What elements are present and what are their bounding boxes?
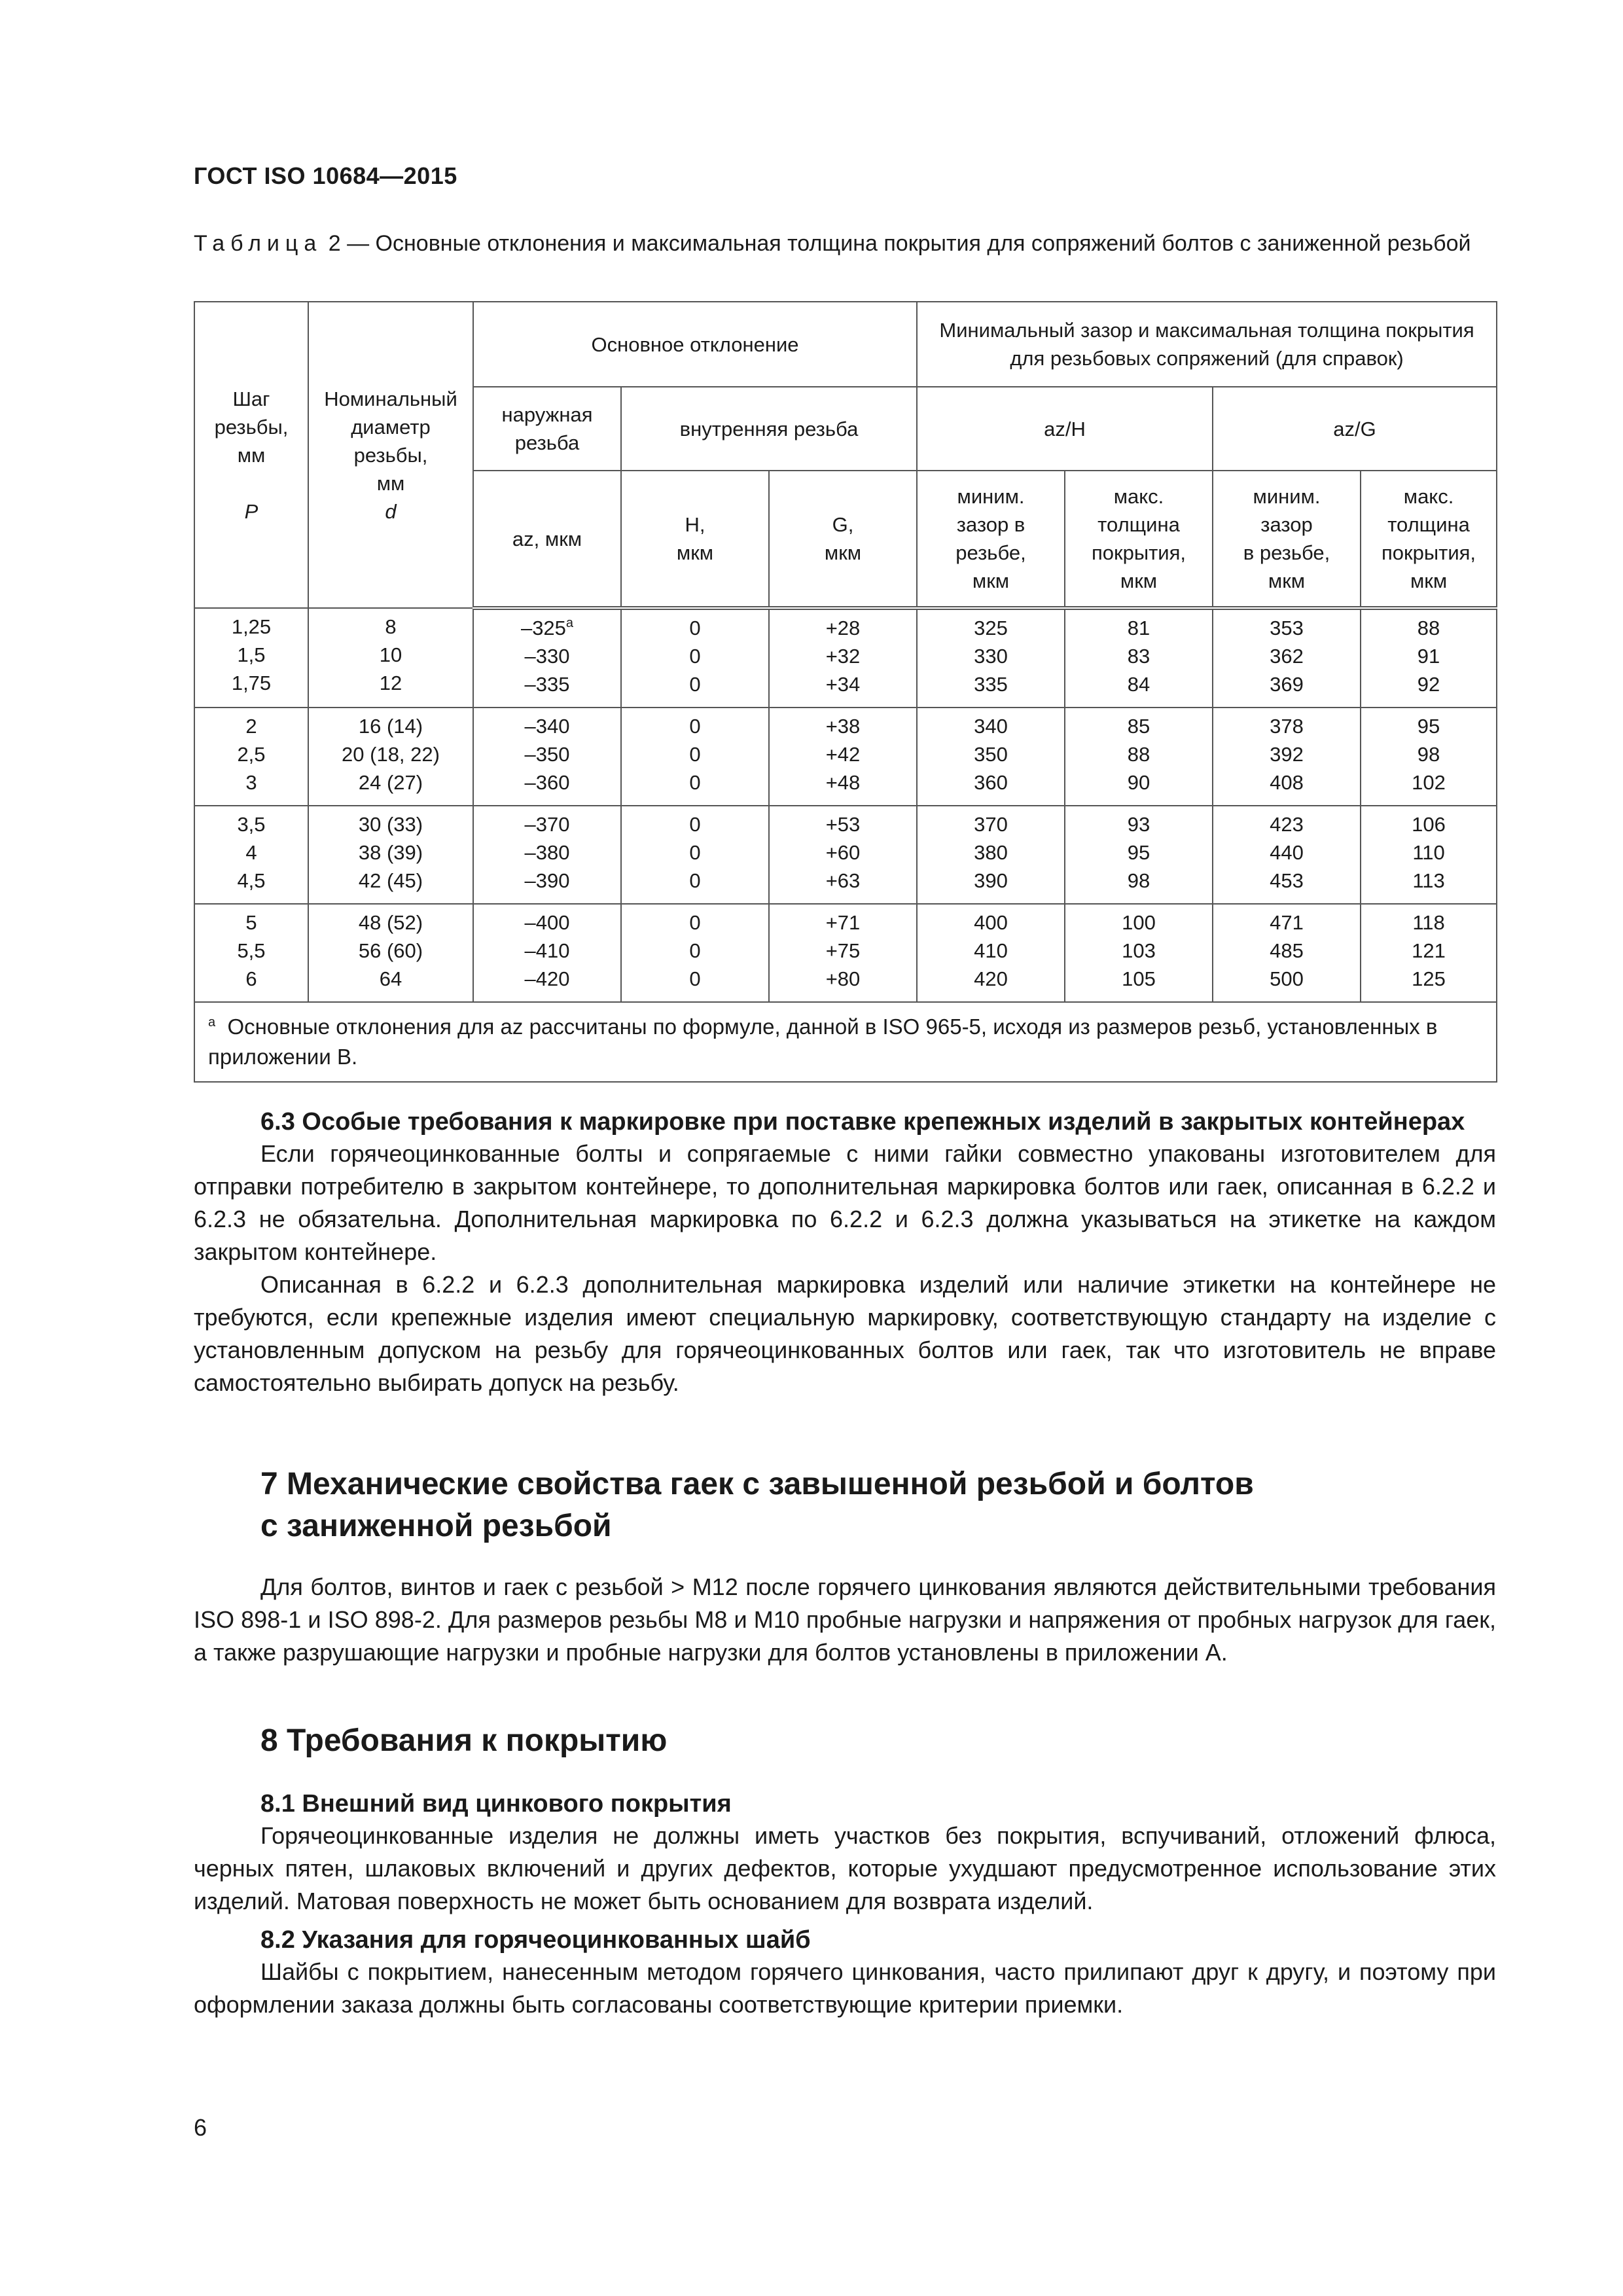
deviation-table xyxy=(194,301,1497,1083)
table-value: –335 xyxy=(524,673,570,696)
section-8-1-title: 8.1 Внешний вид цинкового покрытия xyxy=(260,1790,732,1818)
table-value: +80 xyxy=(825,967,861,990)
table-cell-d xyxy=(308,708,473,806)
table-value: 4 xyxy=(245,841,257,864)
table-value: 95 xyxy=(1417,715,1440,738)
table-cell-c1 xyxy=(917,904,1065,1002)
table-value: 90 xyxy=(1127,771,1150,794)
table-value: 6 xyxy=(245,967,257,990)
table-value: 118 xyxy=(1412,911,1445,934)
table-cell-h xyxy=(621,806,769,904)
table-cell-c4 xyxy=(1361,608,1497,708)
table-cell-c1 xyxy=(917,806,1065,904)
table-value: 64 xyxy=(379,967,402,990)
header-az: az, мкм xyxy=(473,471,621,608)
table-value: 2,5 xyxy=(237,743,266,766)
table-value: 353 xyxy=(1270,617,1304,639)
table-cell-h xyxy=(621,708,769,806)
table-value: 3 xyxy=(245,771,257,794)
section-6-3 xyxy=(194,1106,1496,1399)
header-max-thickness-h: макс. толщина покрытия, мкм xyxy=(1065,471,1213,608)
table-cell-c4 xyxy=(1361,708,1497,806)
table-value: 392 xyxy=(1270,743,1304,766)
table-value: 16 (14) xyxy=(358,715,423,738)
table-cell-p xyxy=(194,904,308,1002)
table-value: 48 (52) xyxy=(358,911,423,934)
table-cell-c3 xyxy=(1213,608,1361,708)
table-value: 335 xyxy=(974,673,1008,696)
table-value: 360 xyxy=(974,771,1008,794)
table-value: 113 xyxy=(1412,869,1445,892)
table-value: 485 xyxy=(1270,939,1304,962)
table-value: +32 xyxy=(825,645,861,668)
footnote-reference: a xyxy=(565,616,574,630)
table-value: 91 xyxy=(1417,645,1440,668)
table-value: 102 xyxy=(1412,771,1446,794)
table-value: +42 xyxy=(825,743,861,766)
table-value: –350 xyxy=(524,743,570,766)
footnote-text: Основные отклонения для az рассчитаны по формуле, данной в ISO 965-5, исходя из размеров резьб, установленных в приложении B. xyxy=(208,1014,1438,1069)
table-value: 105 xyxy=(1122,967,1156,990)
table-value: 423 xyxy=(1270,813,1304,836)
table-value: –390 xyxy=(524,869,570,892)
table-footnote xyxy=(194,1002,1497,1082)
table-row-group xyxy=(194,806,1497,904)
table-cell-c3 xyxy=(1213,806,1361,904)
table-cell-g xyxy=(769,608,917,708)
table-value: 83 xyxy=(1127,645,1150,668)
table-value: +28 xyxy=(825,617,861,639)
table-cell-c4 xyxy=(1361,806,1497,904)
table-value: +63 xyxy=(825,869,861,892)
table-value: +38 xyxy=(825,715,861,738)
table-value: 1,25 xyxy=(231,615,272,638)
table-value: +75 xyxy=(825,939,861,962)
table-value: 42 (45) xyxy=(358,869,423,892)
table-value: 380 xyxy=(974,841,1008,864)
table-value: –330 xyxy=(524,645,570,668)
header-external-thread: наружная резьба xyxy=(473,387,621,471)
table-value: +48 xyxy=(825,771,861,794)
section-8-1-paragraph: Горячеоцинкованные изделия не должны иметь участков без покрытия, вспучиваний, отложений флюса, черных пятен, шлаковых включений и других дефектов, которые ухудшают предусмотренное использование этих изделий. Матовая поверхность не может быть основанием для возврата изделий. xyxy=(194,1822,1496,1914)
section-7 xyxy=(194,1463,1496,1669)
table-value: 500 xyxy=(1270,967,1304,990)
table-value: 0 xyxy=(689,939,701,962)
table-value: 325 xyxy=(974,617,1008,639)
table-value: 440 xyxy=(1270,841,1304,864)
table-value: +71 xyxy=(825,911,861,934)
table-cell-az xyxy=(473,708,621,806)
table-value: 1,75 xyxy=(231,672,272,694)
table-value: +53 xyxy=(825,813,861,836)
table-value: 98 xyxy=(1417,743,1440,766)
table-cell-g xyxy=(769,904,917,1002)
symbol-d: d xyxy=(385,499,397,523)
header-min-gap-g: миним. зазор в резьбе, мкм xyxy=(1213,471,1361,608)
table-cell-c4 xyxy=(1361,904,1497,1002)
table-cell-c2 xyxy=(1065,904,1213,1002)
section-8-2-paragraph: Шайбы с покрытием, нанесенным методом горячего цинкования, часто прилипают друг к другу, и поэтому при оформлении заказа должны быть согласованы соответствующие критерии приемки. xyxy=(194,1958,1496,2018)
table-cell-p xyxy=(194,708,308,806)
header-max-thickness-g: макс. толщина покрытия, мкм xyxy=(1361,471,1497,608)
table-cell-p xyxy=(194,608,308,708)
table-cell-c3 xyxy=(1213,708,1361,806)
table-value: 0 xyxy=(689,967,701,990)
table-cell-g xyxy=(769,708,917,806)
table-value: 30 (33) xyxy=(358,813,423,836)
document-header: ГОСТ ISO 10684—2015 xyxy=(194,162,457,189)
footnote-mark: a xyxy=(208,1015,216,1030)
table-value: 56 (60) xyxy=(358,939,423,962)
table-value: +60 xyxy=(825,841,861,864)
table-value: 100 xyxy=(1122,911,1156,934)
section-6-3-paragraph-2: Описанная в 6.2.2 и 6.2.3 дополнительная маркировка изделий или наличие этикетки на контейнере не требуются, если крепежные изделия имеют специальную маркировку, соответствующую стандарту на изделие с установленным допуском на резьбу для горячеоцинкованных болтов или гаек, так что изготовитель не вправе самостоятельно выбирать допуск на резьбу. xyxy=(194,1271,1496,1396)
header-pitch: Шаг резьбы, мм P xyxy=(194,302,308,608)
section-6-3-title: 6.3 Особые требования к маркировке при поставке крепежных изделий в закрытых контейнерах xyxy=(260,1108,1465,1136)
table-value: 8 xyxy=(385,615,397,638)
table-value: 92 xyxy=(1417,673,1440,696)
table-cell-c1 xyxy=(917,608,1065,708)
table-value: 420 xyxy=(974,967,1008,990)
section-7-title-line-2: с заниженной резьбой xyxy=(260,1509,612,1543)
table-caption-prefix: Таблица xyxy=(194,231,323,256)
table-value: –360 xyxy=(524,771,570,794)
table-value: 5 xyxy=(245,911,257,934)
table-value: 81 xyxy=(1127,617,1150,639)
table-value: –325 xyxy=(520,617,566,639)
table-value: 4,5 xyxy=(237,869,266,892)
section-8 xyxy=(194,1720,1496,2021)
header-internal-thread: внутренняя резьба xyxy=(621,387,917,471)
table-value: 12 xyxy=(379,672,402,694)
table-cell-c1 xyxy=(917,708,1065,806)
table-value: 0 xyxy=(689,617,701,639)
page-number: 6 xyxy=(194,2114,207,2141)
table-value-with-ref xyxy=(474,614,620,642)
table-cell-h xyxy=(621,904,769,1002)
table-value: 38 (39) xyxy=(358,841,423,864)
table-cell-az xyxy=(473,806,621,904)
table-value: 93 xyxy=(1127,813,1150,836)
table-value: 362 xyxy=(1270,645,1304,668)
table-value: –340 xyxy=(524,715,570,738)
table-value: 106 xyxy=(1412,813,1446,836)
section-7-title-line-1: 7 Механические свойства гаек с завышенной резьбой и болтов xyxy=(260,1467,1254,1501)
table-value: 84 xyxy=(1127,673,1150,696)
table-value: 3,5 xyxy=(237,813,266,836)
table-value: 0 xyxy=(689,813,701,836)
table-value: 110 xyxy=(1412,841,1445,864)
table-value: 390 xyxy=(974,869,1008,892)
table-value: +34 xyxy=(825,673,861,696)
table-value: 408 xyxy=(1270,771,1304,794)
table-value: 95 xyxy=(1127,841,1150,864)
table-value: 471 xyxy=(1270,911,1304,934)
table-value: 350 xyxy=(974,743,1008,766)
table-value: 0 xyxy=(689,771,701,794)
table-caption-text: 2 — Основные отклонения и максимальная толщина покрытия для сопряжений болтов с заниженной резьбой xyxy=(322,231,1471,256)
table-cell-c2 xyxy=(1065,708,1213,806)
table-cell-d xyxy=(308,806,473,904)
symbol-p: P xyxy=(244,499,259,523)
table-value: 1,5 xyxy=(237,643,266,666)
table-cell-p xyxy=(194,806,308,904)
section-8-2-title: 8.2 Указания для горячеоцинкованных шайб xyxy=(260,1926,811,1954)
table-value: –370 xyxy=(524,813,570,836)
header-min-clearance: Минимальный зазор и максимальная толщина покрытия для резьбовых сопряжений (для справок) xyxy=(917,302,1497,387)
header-min-gap-h: миним. зазор в резьбе, мкм xyxy=(917,471,1065,608)
table-value: 369 xyxy=(1270,673,1304,696)
table-cell-g xyxy=(769,806,917,904)
table-value: 410 xyxy=(974,939,1008,962)
table-value: 0 xyxy=(689,673,701,696)
table-value: 121 xyxy=(1412,939,1446,962)
section-8-title: 8 Требования к покрытию xyxy=(260,1723,668,1758)
table-value: 88 xyxy=(1417,617,1440,639)
table-value: 24 (27) xyxy=(358,771,423,794)
table-value: 2 xyxy=(245,715,257,738)
header-nominal-diameter: Номинальный диаметр резьбы, мм d xyxy=(308,302,473,608)
table-value: 378 xyxy=(1270,715,1304,738)
table-value: –410 xyxy=(524,939,570,962)
table-value: 340 xyxy=(974,715,1008,738)
table-value: 5,5 xyxy=(237,939,266,962)
table-value: 20 (18, 22) xyxy=(342,743,440,766)
table-value: 88 xyxy=(1127,743,1150,766)
table-value: 0 xyxy=(689,715,701,738)
table-cell-az xyxy=(473,608,621,708)
header-azh: az/H xyxy=(917,387,1213,471)
table-value: 330 xyxy=(974,645,1008,668)
table-value: 400 xyxy=(974,911,1008,934)
table-value: –400 xyxy=(524,911,570,934)
section-6-3-paragraph-1: Если горячеоцинкованные болты и сопрягаемые с ними гайки совместно упакованы изготовителем для отправки потребителю в закрытом контейнере, то дополнительная маркировка болтов или гаек, описанная в 6.2.2 и 6.2.3 не обязательна. Дополнительная маркировка по 6.2.2 и 6.2.3 должна указываться на этикетке на каждом закрытом контейнере. xyxy=(194,1140,1496,1265)
table-cell-c2 xyxy=(1065,608,1213,708)
table-caption xyxy=(194,229,1496,258)
table-value: 453 xyxy=(1270,869,1304,892)
header-h: H, мкм xyxy=(621,471,769,608)
table-row-group xyxy=(194,904,1497,1002)
table-cell-h xyxy=(621,608,769,708)
table-value: 0 xyxy=(689,841,701,864)
table-value: 10 xyxy=(379,643,402,666)
table-value: 0 xyxy=(689,911,701,934)
header-g: G, мкм xyxy=(769,471,917,608)
table-cell-c3 xyxy=(1213,904,1361,1002)
table-row-group xyxy=(194,608,1497,708)
table-cell-d xyxy=(308,608,473,708)
table-value: –420 xyxy=(524,967,570,990)
table-value: 125 xyxy=(1412,967,1446,990)
table-value: 98 xyxy=(1127,869,1150,892)
table-value: 103 xyxy=(1122,939,1156,962)
table-cell-d xyxy=(308,904,473,1002)
table-value: 0 xyxy=(689,743,701,766)
header-azg: az/G xyxy=(1213,387,1497,471)
table-body xyxy=(194,608,1497,1002)
table-cell-az xyxy=(473,904,621,1002)
table-value: 0 xyxy=(689,645,701,668)
table-row-group xyxy=(194,708,1497,806)
table-cell-c2 xyxy=(1065,806,1213,904)
section-7-paragraph: Для болтов, винтов и гаек с резьбой > M12 после горячего цинкования являются действительными требования ISO 898-1 и ISO 898-2. Для размеров резьбы M8 и M10 пробные нагрузки и напряжения от пробных нагрузок для гаек, а также разрушающие нагрузки и пробные нагрузки для болтов установлены в приложении A. xyxy=(194,1573,1496,1666)
header-basic-deviation: Основное отклонение xyxy=(473,302,917,387)
table-value: –380 xyxy=(524,841,570,864)
table-value: 0 xyxy=(689,869,701,892)
table-value: 370 xyxy=(974,813,1008,836)
table-value: 85 xyxy=(1127,715,1150,738)
